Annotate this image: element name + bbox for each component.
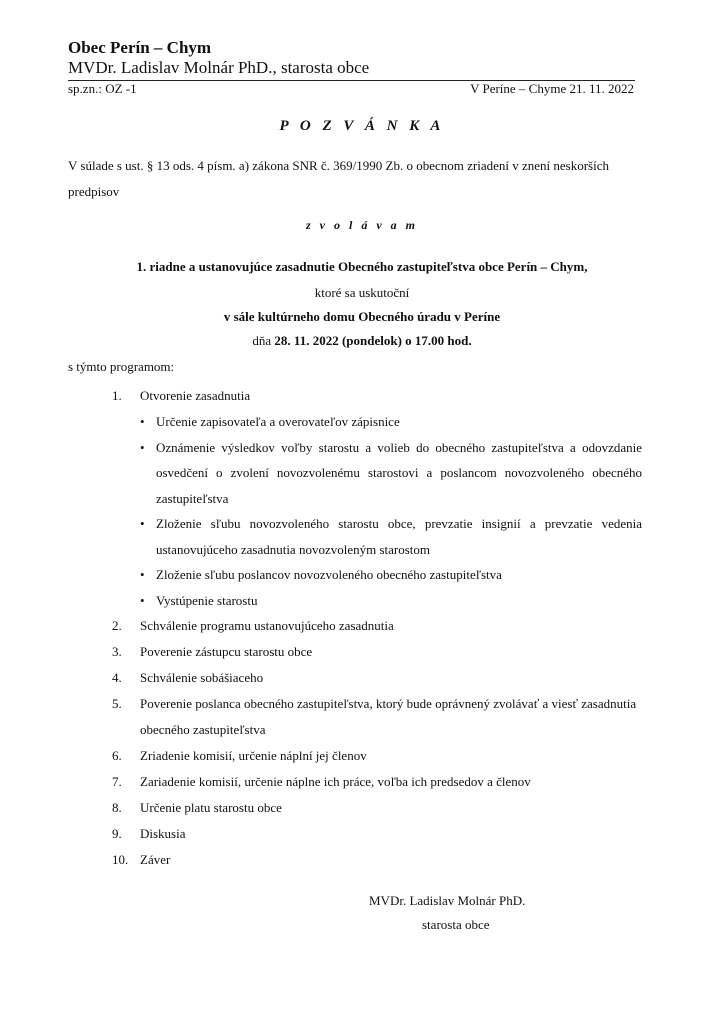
agenda-item-text: Zriadenie komisií, určenie náplní jej členov (140, 748, 367, 763)
agenda-subitems (140, 409, 642, 613)
agenda-list (112, 383, 642, 873)
agenda-subitem-text: Zloženie sľubu poslancov novozvoleného obecného zastupiteľstva (156, 567, 502, 582)
agenda-item (112, 821, 642, 847)
signature-role: starosta obce (422, 917, 490, 932)
meeting-note: ktoré sa uskutoční (314, 285, 410, 300)
official-name: MVDr. Ladislav Molnár PhD., starosta obce (68, 58, 370, 77)
agenda-item-number: 7. (112, 774, 122, 789)
agenda-item (112, 769, 642, 795)
signature-name: MVDr. Ladislav Molnár PhD. (369, 893, 526, 908)
agenda-item (112, 665, 642, 691)
place-date: V Períne – Chyme 21. 11. 2022 (470, 81, 634, 96)
agenda-item-text: Poverenie zástupcu starostu obce (140, 644, 313, 659)
agenda-item-number: 3. (112, 644, 122, 659)
agenda-subitem (140, 409, 642, 435)
agenda-item (112, 795, 642, 821)
meeting-title: 1. riadne a ustanovujúce zasadnutie Obecného zastupiteľstva obce Perín – Chym, (136, 259, 588, 274)
agenda-item-text: Určenie platu starostu obce (140, 800, 282, 815)
agenda-item (112, 383, 642, 409)
document-title: P O Z V Á N K A (279, 118, 445, 134)
convene-word: z v o l á v a m (306, 218, 418, 232)
agenda-item-number: 1. (112, 388, 122, 403)
agenda-subitem-text: Oznámenie výsledkov voľby starostu a volieb do obecného zastupiteľstva a odovzdanie osvedčení o zvolení novozvolenému starostovi a poslancom novozvoleného obecného zastupiteľstva (156, 439, 642, 506)
bullet-icon: • (140, 414, 145, 429)
bullet-icon: • (140, 592, 145, 608)
agenda-item (112, 847, 642, 873)
agenda-item-text: Schválenie programu ustanovujúceho zasadnutia (140, 618, 394, 633)
agenda-subitem-text: Určenie zapisovateľa a overovateľov zápisnice (156, 414, 400, 429)
agenda-item-number: 4. (112, 670, 122, 685)
agenda-item-number: 6. (112, 748, 122, 763)
agenda-subitem (140, 511, 642, 562)
agenda-item-number: 9. (112, 826, 122, 841)
agenda-item-text: Zariadenie komisií, určenie náplne ich práce, voľba ich predsedov a členov (140, 774, 531, 789)
agenda-item-text: Schválenie sobášiaceho (140, 670, 264, 685)
agenda-subitem (140, 562, 642, 588)
meeting-datetime (0, 333, 724, 349)
agenda-subitem-text: Zloženie sľubu novozvoleného starostu obce, prevzatie insignií a prevzatie vedenia ustanovujúceho zasadnutia novozvoleným starostom (156, 516, 642, 557)
intro-paragraph: V súlade s ust. § 13 ods. 4 písm. a) zákona SNR č. 369/1990 Zb. o obecnom zriadení v znení neskorších predpisov (68, 158, 609, 199)
agenda-item-text: Záver (140, 852, 171, 867)
agenda-item-text: Otvorenie zasadnutia (140, 388, 251, 403)
meeting-date-value: 28. 11. 2022 (pondelok) o 17.00 hod. (274, 333, 472, 348)
meeting-venue: v sále kultúrneho domu Obecného úradu v Períne (223, 309, 501, 324)
reference-number: sp.zn.: OZ -1 (68, 81, 137, 96)
agenda-item-text: Poverenie poslanca obecného zastupiteľstva, ktorý bude oprávnený zvolávať a viesť zasadnutia obecného zastupiteľstva (140, 696, 637, 737)
agenda-subitem (140, 588, 642, 614)
agenda-item-number: 8. (112, 800, 122, 815)
agenda-item (112, 691, 642, 743)
agenda-item-number: 10. (112, 852, 129, 867)
bullet-icon: • (140, 439, 145, 455)
bullet-icon: • (140, 516, 145, 531)
agenda-item-text: Diskusia (140, 826, 186, 841)
municipality-name: Obec Perín – Chym (68, 38, 212, 57)
agenda-item-number: 2. (112, 618, 122, 633)
agenda-item (112, 639, 642, 665)
meeting-date-prefix: dňa (252, 333, 275, 348)
bullet-icon: • (140, 567, 145, 582)
agenda-item (112, 743, 642, 769)
agenda-item (112, 613, 642, 639)
agenda-item-number: 5. (112, 696, 122, 711)
agenda-subitem (140, 435, 642, 512)
agenda-subitem-text: Vystúpenie starostu (156, 592, 258, 608)
program-label: s týmto programom: (68, 359, 175, 374)
